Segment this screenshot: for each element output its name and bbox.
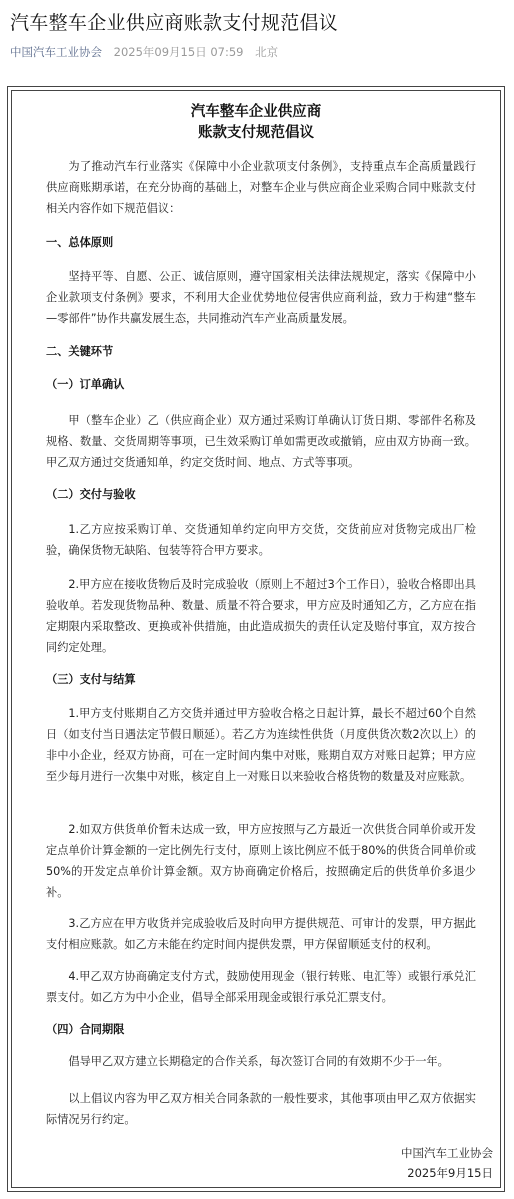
- publish-location: 北京: [255, 45, 279, 59]
- document-title-line1: 汽车整车企业供应商: [190, 104, 322, 120]
- signature-org: 中国汽车工业协会: [401, 1146, 493, 1160]
- source-link[interactable]: 中国汽车工业协会: [10, 45, 102, 59]
- section1-paragraph: 坚持平等、自愿、公正、诚信原则，遵守国家相关法律法规规定，落实《保障中小企业款项支付条例》要求，不利用大企业优势地位侵害供应商利益，致力于构建“整车—零部件”协作共赢发展生态，共同推动汽车产业高质量发展。: [46, 270, 476, 325]
- sub2-item1: 1.乙方应按采购订单、交货通知单约定向甲方交货，交货前应对货物完成出厂检验，确保货物无缺陷、包装等符合甲方要求。: [46, 523, 476, 557]
- sub1-heading: （一）订单确认: [46, 378, 125, 391]
- article-meta: [10, 44, 286, 60]
- sub3-item4: 4.甲乙双方协商确定支付方式，鼓励使用现金（银行转账、电汇等）或银行承兑汇票支付。如乙方为中小企业，倡导全部采用现金或银行承兑汇票支付。: [46, 970, 476, 1004]
- sub1-paragraph: 甲（整车企业）乙（供应商企业）双方通过采购订单确认订货日期、零部件名称及规格、数量、交货周期等事项，已生效采购订单如需更改或撤销，应由双方协商一致。甲乙双方通过交货通知单，约定交货时间、地点、方式等事项。: [46, 414, 476, 469]
- intro-paragraph: 为了推动汽车行业落实《保障中小企业款项支付条例》，支持重点车企高质量践行供应商账期承诺，在充分协商的基础上，对整车企业与供应商企业采购合同中账款支付相关内容作如下规范倡议：: [46, 160, 476, 215]
- sub4-heading: （四）合同期限: [46, 1023, 125, 1036]
- publish-date: 2025年09月15日 07:59: [113, 45, 244, 59]
- sub3-item3: 3.乙方应在甲方收货并完成验收后及时向甲方提供规范、可审计的发票，甲方据此支付相应账款。如乙方未能在约定时间内提供发票，甲方保留顺延支付的权利。: [46, 917, 476, 951]
- sub3-item1: 1.甲方支付账期自乙方交货并通过甲方验收合格之日起计算，最长不超过60个自然日（如支付当日遇法定节假日顺延）。若乙方为连续性供货（月度供货次数2次以上）的非中小企业，经双方协商，可在一定时间内集中对账，账期自双方对账日起算；甲方应至少每月进行一次集中对账，核定自上一对账日以来验收合格货物的数量及对应账款。: [46, 707, 476, 783]
- sub3-item2: 2.如双方供货单价暂未达成一致，甲方应按照与乙方最近一次供货合同单价或开发定点单价计算金额的一定比例先行支付，原则上该比例应不低于80%的供货合同单价或50%的开发定点单价计算金额。双方协商确定价格后，按照确定后的供货单价多退少补。: [46, 823, 476, 899]
- section2-heading: 二、关键环节: [46, 345, 114, 358]
- sub3-heading: （三）支付与结算: [46, 673, 136, 686]
- sub2-heading: （二）交付与验收: [46, 488, 136, 501]
- sub4-paragraph: 倡导甲乙双方建立长期稳定的合作关系，每次签订合同的有效期不少于一年。: [68, 1055, 449, 1068]
- article-title: 汽车整车企业供应商账款支付规范倡议: [10, 12, 339, 34]
- section1-heading: 一、总体原则: [46, 236, 114, 249]
- signature-date: 2025年9月15日: [407, 1166, 493, 1180]
- document-title-line2: 账款支付规范倡议: [198, 125, 314, 141]
- sub2-item2: 2.甲方应在接收货物后及时完成验收（原则上不超过3个工作日），验收合格即出具验收单。若发现货物品种、数量、质量不符合要求，甲方应及时通知乙方，乙方应在指定期限内采取整改、更换或补供措施，由此造成损失的责任认定及赔付事宜，双方按合同约定处理。: [46, 578, 476, 654]
- closing-paragraph: 以上倡议内容为甲乙双方相关合同条款的一般性要求，其他事项由甲乙双方依据实际情况另行约定。: [46, 1092, 476, 1126]
